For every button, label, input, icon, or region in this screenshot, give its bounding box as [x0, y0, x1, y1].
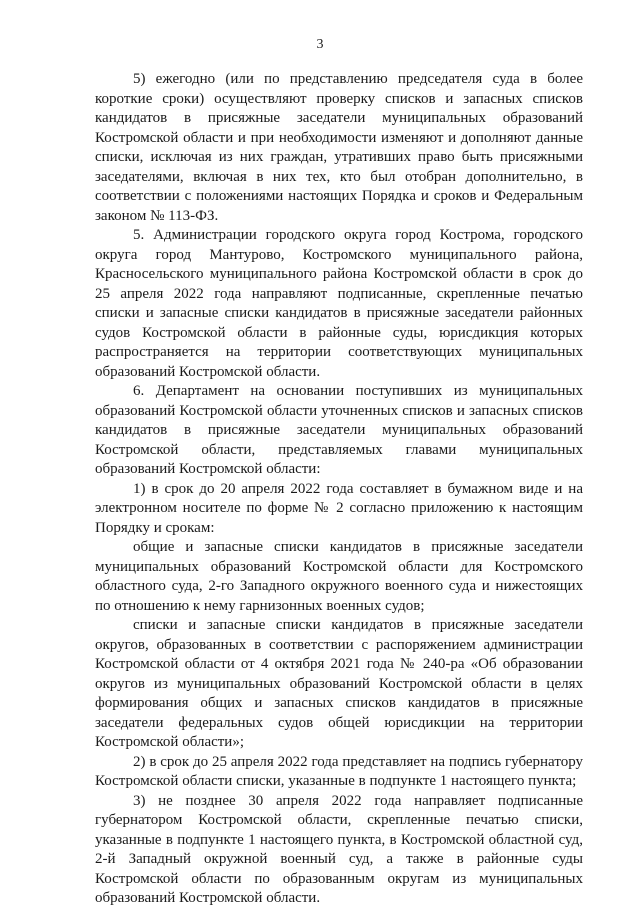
paragraph-6-department: 6. Департамент на основании поступивших из муниципальных образований Костромской области уточненных списков и запасных списков кандидатов в присяжные заседатели муниципальных образований Костромской области, представляемых главами муниципальных образований Костромской области: [95, 383, 583, 477]
paragraph-annual-check: 5) ежегодно (или по представлению председателя суда в более короткие сроки) осуществляют проверку списков и запасных списков кандидатов в присяжные заседатели муниципальных образований Костромской области и при необходимости изменяют и дополняют данные списки, исключая из них граждан, утративших право быть присяжными заседателями, включая в них тех, кто был отобран дополнительно, в соответствии с положениями настоящих Порядка и сроков и Федеральным законом № 113-ФЗ. [95, 71, 583, 224]
paragraph-6-subitem-2: 2) в срок до 25 апреля 2022 года представляет на подпись губернатору Костромской области списки, указанные в подпункте 1 настоящего пункта; [95, 753, 583, 789]
paragraph-6-subitem-3: 3) не позднее 30 апреля 2022 года направляет подписанные губернатором Костромской области, скрепленные печатью списки, указанные в подпункте 1 настоящего пункта, в Костромской областной суд, 2-й Западный окружной военный суд, а также в районные суды Костромской области по образованным округам из муниципальных образований Костромской области. [95, 792, 583, 906]
paragraph-5-administrations: 5. Администрации городского округа город Кострома, городского округа город Мантурово, Костромского муниципального района, Красносельского муниципального района Костромской области в срок до 25 апреля 2022 года направляют подписанные, скрепленные печатью списки и запасные списки кандидатов в присяжные заседатели районных судов Костромской области в районные суды, юрисдикция которых распространяется на территории соответствующих муниципальных образований Костромской области. [95, 227, 583, 380]
paragraph-district-lists: списки и запасные списки кандидатов в присяжные заседатели округов, образованных в соответствии с распоряжением администрации Костромской области от 4 октября 2021 года № 240-ра «Об образовании округов из муниципальных образований Костромской области в целях формирования общих и запасных списков кандидатов в присяжные заседатели федеральных судов общей юрисдикции на территории Костромской области»; [95, 617, 583, 750]
paragraph-general-lists: общие и запасные списки кандидатов в присяжные заседатели муниципальных образований Костромской области для Костромского областного суда, 2-го Западного окружного военного суда и нижестоящих по отношению к нему гарнизонных военных судов; [95, 539, 583, 614]
paragraph-6-subitem-1: 1) в срок до 20 апреля 2022 года составляет в бумажном виде и на электронном носителе по форме № 2 согласно приложению к настоящим Порядку и срокам: [95, 480, 583, 536]
document-body [95, 70, 583, 909]
page-number: 3 [316, 37, 324, 52]
